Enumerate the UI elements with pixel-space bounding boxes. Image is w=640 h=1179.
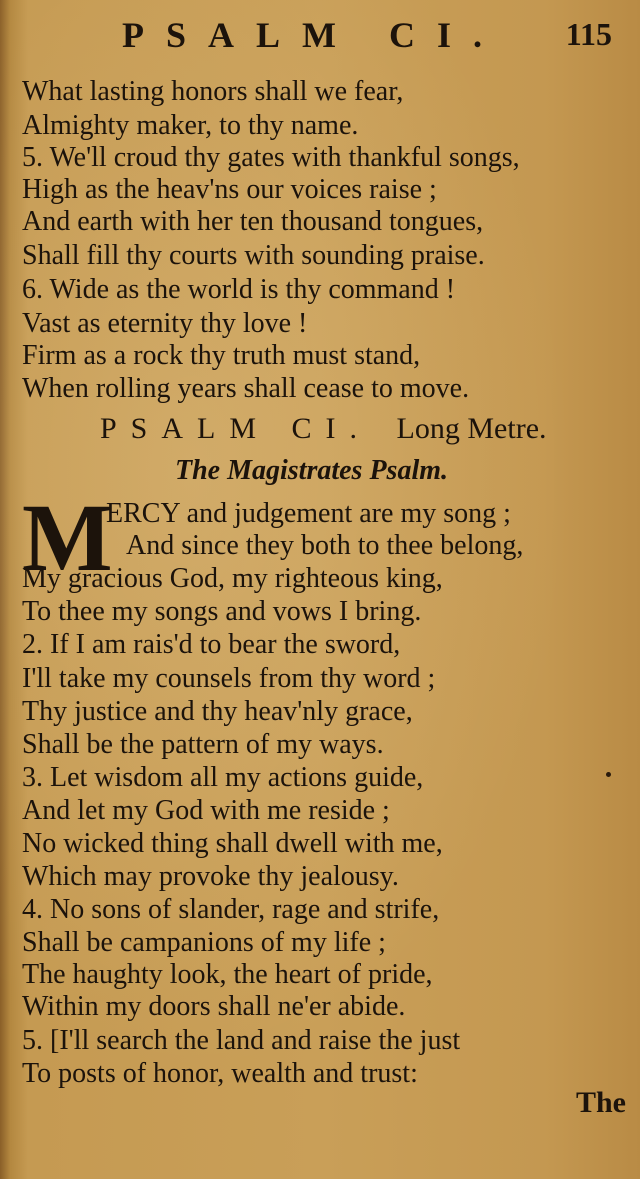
page-header — [0, 10, 640, 55]
verse-line: High as the heav'ns our voices raise ; — [22, 174, 437, 205]
verse-line: The haughty look, the heart of pride, — [22, 959, 433, 990]
verse-line: And since they both to thee belong, — [126, 530, 524, 561]
verse-line: To posts of honor, wealth and trust: — [22, 1058, 418, 1089]
verse-line: And let my God with me reside ; — [22, 795, 390, 826]
verse-line: 5. We'll croud thy gates with thankful songs, — [22, 142, 520, 173]
verse-line: To thee my songs and vows I bring. — [22, 596, 422, 627]
verse-line: What lasting honors shall we fear, — [22, 76, 404, 107]
ink-speck — [606, 772, 611, 777]
verse-line: I'll take my counsels from thy word ; — [22, 663, 436, 694]
verse-line: 4. No sons of slander, rage and strife, — [22, 894, 440, 925]
catchword: The — [575, 1086, 626, 1119]
verse-line: Shall fill thy courts with sounding praise. — [22, 240, 485, 271]
verse-line: My gracious God, my righteous king, — [22, 563, 443, 594]
verse-line: And earth with her ten thousand tongues, — [22, 206, 484, 237]
verse-line: Almighty maker, to thy name. — [22, 110, 359, 141]
psalm-subtitle: The Magistrates Psalm. — [175, 455, 449, 486]
psalm-title: PSALM CI. — [100, 412, 372, 445]
verse-line: Shall be campanions of my life ; — [22, 927, 386, 958]
verse-line: 6. Wide as the world is thy command ! — [22, 274, 456, 305]
verse-line: Firm as a rock thy truth must stand, — [22, 340, 421, 371]
verse-line: Which may provoke thy jealousy. — [22, 861, 399, 892]
verse-line: Thy justice and thy heav'nly grace, — [22, 696, 413, 727]
verse-line: 5. [I'll search the land and raise the just — [22, 1025, 461, 1056]
verse-line: 2. If I am rais'd to bear the sword, — [22, 629, 401, 660]
verse-line: Vast as eternity thy love ! — [22, 308, 308, 339]
drop-cap: M — [22, 484, 113, 591]
verse-line: ERCY and judgement are my song ; — [106, 498, 511, 529]
verse-line: No wicked thing shall dwell with me, — [22, 828, 443, 859]
page-number: 115 — [565, 16, 612, 52]
verse-line: Shall be the pattern of my ways. — [22, 729, 384, 760]
psalm-heading — [100, 412, 547, 446]
verse-line: When rolling years shall cease to move. — [22, 373, 470, 404]
verse-line: Within my doors shall ne'er abide. — [22, 991, 406, 1022]
psalm-metre: Long Metre. — [396, 412, 547, 445]
running-title: PSALM CI. — [122, 15, 505, 55]
verse-line: 3. Let wisdom all my actions guide, — [22, 762, 424, 793]
